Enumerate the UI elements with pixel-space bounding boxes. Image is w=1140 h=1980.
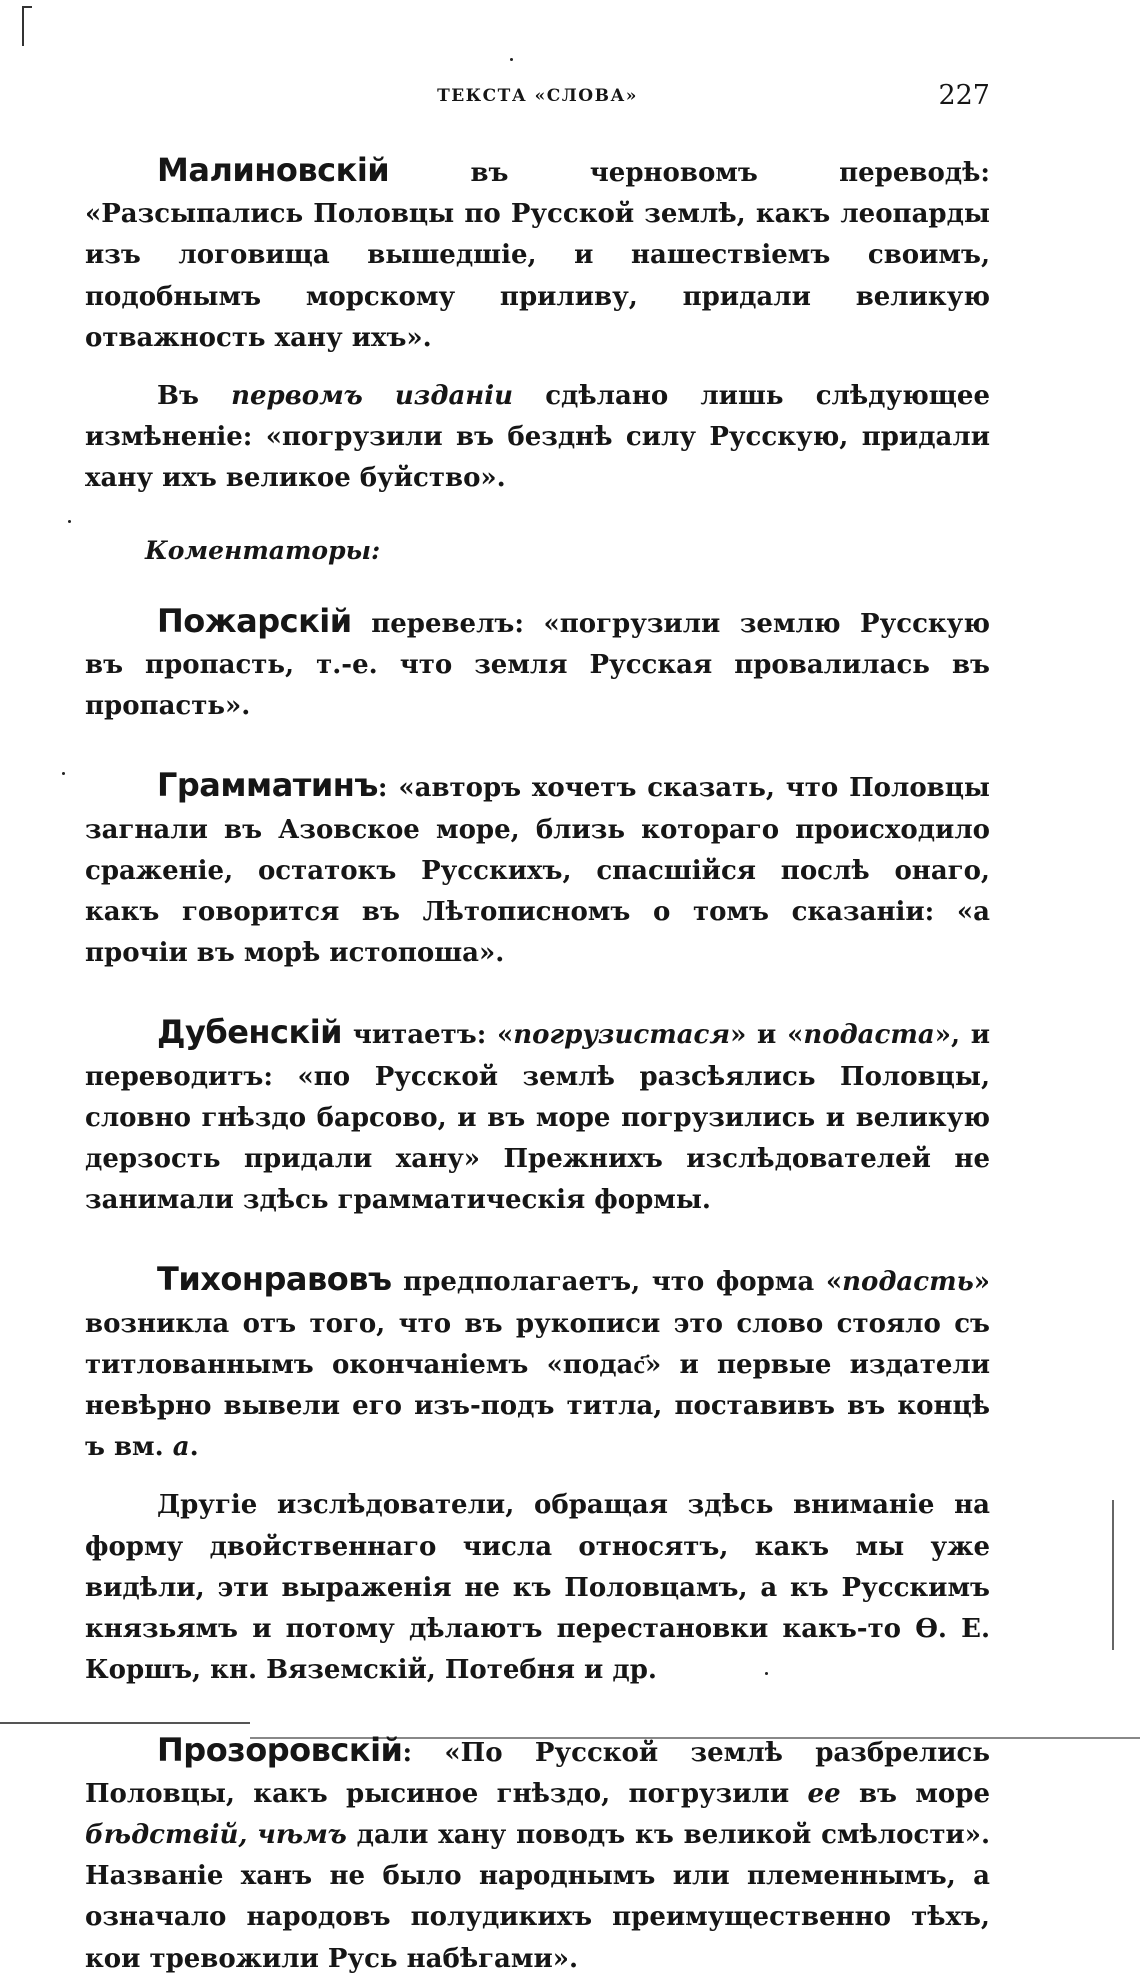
paragraph-text: Въ [157, 381, 232, 412]
paragraph-text: сдѣлано лишь слѣдующее измѣненіе: «погрузили въ безднѣ силу Русскую, придали хану ихъ великое буйство». [85, 381, 990, 494]
paragraph-text: » и « [730, 1020, 804, 1051]
page-header [85, 80, 990, 114]
paragraph-tikhonravov [85, 1259, 990, 1468]
paragraph-text: дали хану поводъ къ великой смѣлости». Названіе ханъ не было народнымъ или племеннымъ, а означало народовъ полудикихъ преимущественно тѣхъ, кои тревожили Русь набѣгами». [85, 1819, 991, 1974]
italic-phrase: ее [807, 1778, 841, 1809]
paragraph-text: читаетъ: « [342, 1020, 514, 1051]
paragraph-text: . [189, 1432, 199, 1463]
paragraph-pozharsky [85, 601, 990, 728]
paragraph-text: перевелъ: «погрузили землю Русскую въ пропасть, т.-е. что земля Русская провалилась въ пропасть». [85, 608, 990, 722]
author-name: Дубенскій [157, 1013, 343, 1052]
running-head: ТЕКСТА «СЛОВА» [437, 86, 638, 106]
section-heading-commentators: Коментаторы: [145, 535, 381, 565]
italic-phrase: погрузистася [513, 1020, 731, 1051]
scan-edge-mark [22, 6, 24, 46]
scan-speck [68, 520, 71, 523]
author-name: Малиновскій [157, 151, 390, 189]
scan-speck [510, 58, 513, 61]
paragraph-text: : «авторъ хочетъ сказать, что Половцы загнали въ Азовское море, близь котораго происходило сраженіе, остатокъ Русскихъ, спасшійся послѣ онаго, какъ говорится въ Лѣтописномъ о томъ сказаніи: «а прочіи въ морѣ истопоша». [85, 773, 990, 969]
paragraph-text: » возникла отъ того, что въ рукописи это слово стояло съ титлованнымъ окончаніемъ «подас҃» и первые издатели невѣрно вывели его изъ-подъ титла, поставивъ въ концѣ ъ вм. [85, 1267, 990, 1463]
paragraph-dubensky [85, 1012, 990, 1221]
italic-phrase: бѣдствій, чѣмъ [85, 1819, 347, 1850]
italic-phrase: первомъ изданіи [231, 381, 514, 412]
body-text [85, 150, 990, 1980]
scan-edge-mark [22, 6, 32, 8]
paragraph-text: въ черновомъ переводѣ: «Разсыпались Половцы по Русской землѣ, какъ леопарды изъ логовища вышедшіе, и нашествіемъ своимъ, подобнымъ морскому приливу, придали великую отважность хану ихъ». [85, 158, 990, 353]
paragraph-text: Другіе изслѣдователи, обращая здѣсь вниманіе на форму двойственнаго числа относятъ, какъ мы уже видѣли, эти выраженія не къ Половцамъ, а къ Русскимъ князьямъ и потому дѣлаютъ перестановки какъ-то Ѳ. Е. Коршъ, кн. Вяземскій, Потебня и др. [85, 1490, 990, 1686]
italic-phrase: а [172, 1432, 190, 1463]
paragraph-others [85, 1485, 990, 1691]
page-number: 227 [938, 80, 990, 111]
paragraph-first-edition [85, 376, 990, 500]
paragraph-text: : «По Русской землѣ разбрелись Половцы, какъ рысиное гнѣздо, погрузили [85, 1737, 990, 1809]
scan-speck [62, 772, 65, 775]
italic-phrase: подасть [842, 1267, 974, 1298]
paragraph-prozorovsky [85, 1730, 990, 1980]
paragraph-malinovsky [85, 150, 990, 359]
paragraph-text: », и переводитъ: «по Русской землѣ разсѣялись Половцы, словно гнѣздо барсово, и въ море погрузились и великую дерзость придали хану» Прежнихъ изслѣдователей не занимали здѣсь грамматическія формы. [85, 1020, 991, 1216]
paragraph-text: предполагаетъ, что форма « [391, 1267, 843, 1298]
author-name: Пожарскій [157, 601, 352, 640]
author-name: Прозоровскій [157, 1730, 403, 1769]
scan-edge-mark [1112, 1500, 1114, 1650]
paragraph-grammatin [85, 765, 990, 974]
paragraph-text: въ море [840, 1778, 990, 1809]
italic-phrase: подаста [803, 1020, 935, 1051]
author-name: Тихонравовъ [157, 1260, 392, 1299]
author-name: Грамматинъ [157, 766, 378, 805]
